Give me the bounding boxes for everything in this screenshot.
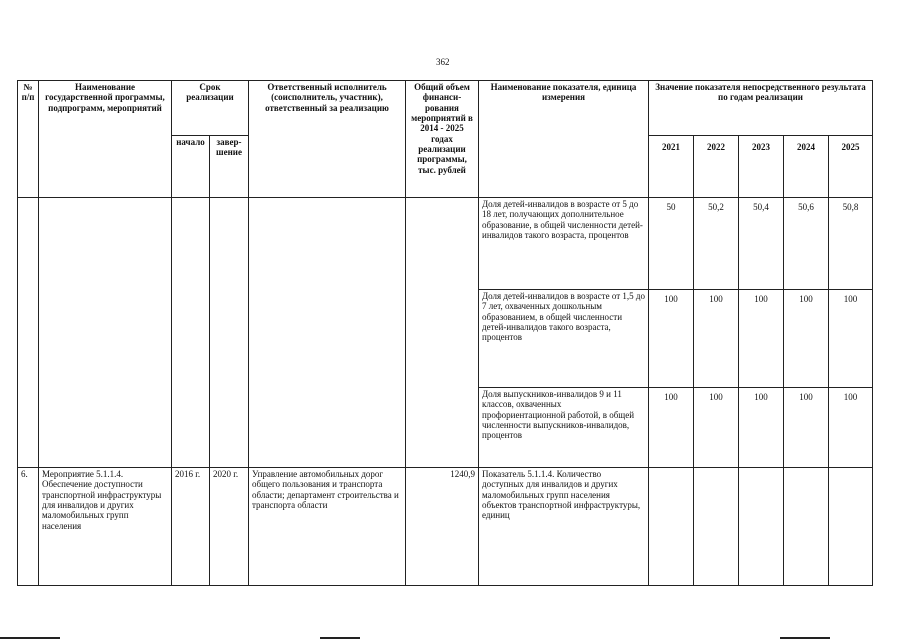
row-name-cell: Мероприятие 5.1.1.4. Обеспечение доступности транспортной инфраструктуры для инвалидов и других маломобильных групп населения bbox=[39, 468, 172, 586]
value-cell: 100 bbox=[739, 388, 784, 468]
header-name: Наименование государственной программы, подпрограмм, мероприятий bbox=[39, 81, 172, 198]
scan-edge-line bbox=[0, 637, 60, 639]
value-cell: 50,2 bbox=[694, 198, 739, 290]
program-table bbox=[17, 80, 873, 586]
indicator-cell: Доля детей-инвалидов в возрасте от 5 до 18 лет, получающих дополнительное образование, в общей численности детей-инвалидов такого возраста, процентов bbox=[479, 198, 649, 290]
scan-edge-line bbox=[780, 637, 830, 639]
value-cell bbox=[739, 468, 784, 586]
value-cell: 50 bbox=[649, 198, 694, 290]
value-cell: 50,4 bbox=[739, 198, 784, 290]
value-cell: 100 bbox=[694, 388, 739, 468]
merged-num-cell bbox=[18, 198, 39, 468]
merged-start-cell bbox=[172, 198, 210, 468]
merged-end-cell bbox=[210, 198, 249, 468]
value-cell: 100 bbox=[649, 388, 694, 468]
scan-edge-line bbox=[320, 637, 360, 639]
row-volume-cell: 1240,9 bbox=[406, 468, 479, 586]
value-cell: 100 bbox=[784, 290, 829, 388]
merged-executor-cell bbox=[249, 198, 406, 468]
value-cell: 100 bbox=[784, 388, 829, 468]
header-start: начало bbox=[172, 136, 210, 198]
year-header: 2022 bbox=[694, 136, 739, 198]
header-num: № п/п bbox=[18, 81, 39, 198]
value-cell bbox=[649, 468, 694, 586]
header-values: Значение показателя непосредственного результата по годам реализации bbox=[649, 81, 873, 136]
year-header: 2023 bbox=[739, 136, 784, 198]
header-row bbox=[18, 81, 873, 136]
row-executor-cell: Управление автомобильных дорог общего пользования и транспорта области; департамент строительства и транспорта области bbox=[249, 468, 406, 586]
value-cell: 50,6 bbox=[784, 198, 829, 290]
value-cell bbox=[829, 468, 873, 586]
value-cell: 100 bbox=[694, 290, 739, 388]
value-cell: 100 bbox=[829, 388, 873, 468]
row-start-cell: 2016 г. bbox=[172, 468, 210, 586]
merged-volume-cell bbox=[406, 198, 479, 468]
value-cell: 100 bbox=[649, 290, 694, 388]
page-number: 362 bbox=[436, 57, 450, 67]
year-header: 2024 bbox=[784, 136, 829, 198]
value-cell: 50,8 bbox=[829, 198, 873, 290]
header-term: Срок реализации bbox=[172, 81, 249, 136]
indicator-cell: Показатель 5.1.1.4. Количество доступных для инвалидов и других маломобильных групп населения объектов транспортной инфраструктуры, единиц bbox=[479, 468, 649, 586]
value-cell bbox=[694, 468, 739, 586]
indicator-cell: Доля детей-инвалидов в возрасте от 1,5 до 7 лет, охваченных дошкольным образованием, в общей численности детей-инвалидов такого возраста, процентов bbox=[479, 290, 649, 388]
header-executor: Ответственный исполнитель (соисполнитель, участник), ответственный за реализацию bbox=[249, 81, 406, 198]
year-header: 2025 bbox=[829, 136, 873, 198]
header-indicator: Наименование показателя, единица измерения bbox=[479, 81, 649, 198]
merged-name-cell bbox=[39, 198, 172, 468]
row-end-cell: 2020 г. bbox=[210, 468, 249, 586]
value-cell bbox=[784, 468, 829, 586]
header-volume: Общий объем финанси-рования мероприятий в 2014 - 2025 годах реализации программы, тыс. рублей bbox=[406, 81, 479, 198]
table-row bbox=[18, 468, 873, 586]
table-row bbox=[18, 198, 873, 290]
row-num-cell: 6. bbox=[18, 468, 39, 586]
indicator-cell: Доля выпускников-инвалидов 9 и 11 классов, охваченных профориентационной работой, в общей численности выпускников-инвалидов, процентов bbox=[479, 388, 649, 468]
header-end: завер-шение bbox=[210, 136, 249, 198]
value-cell: 100 bbox=[739, 290, 784, 388]
year-header: 2021 bbox=[649, 136, 694, 198]
value-cell: 100 bbox=[829, 290, 873, 388]
